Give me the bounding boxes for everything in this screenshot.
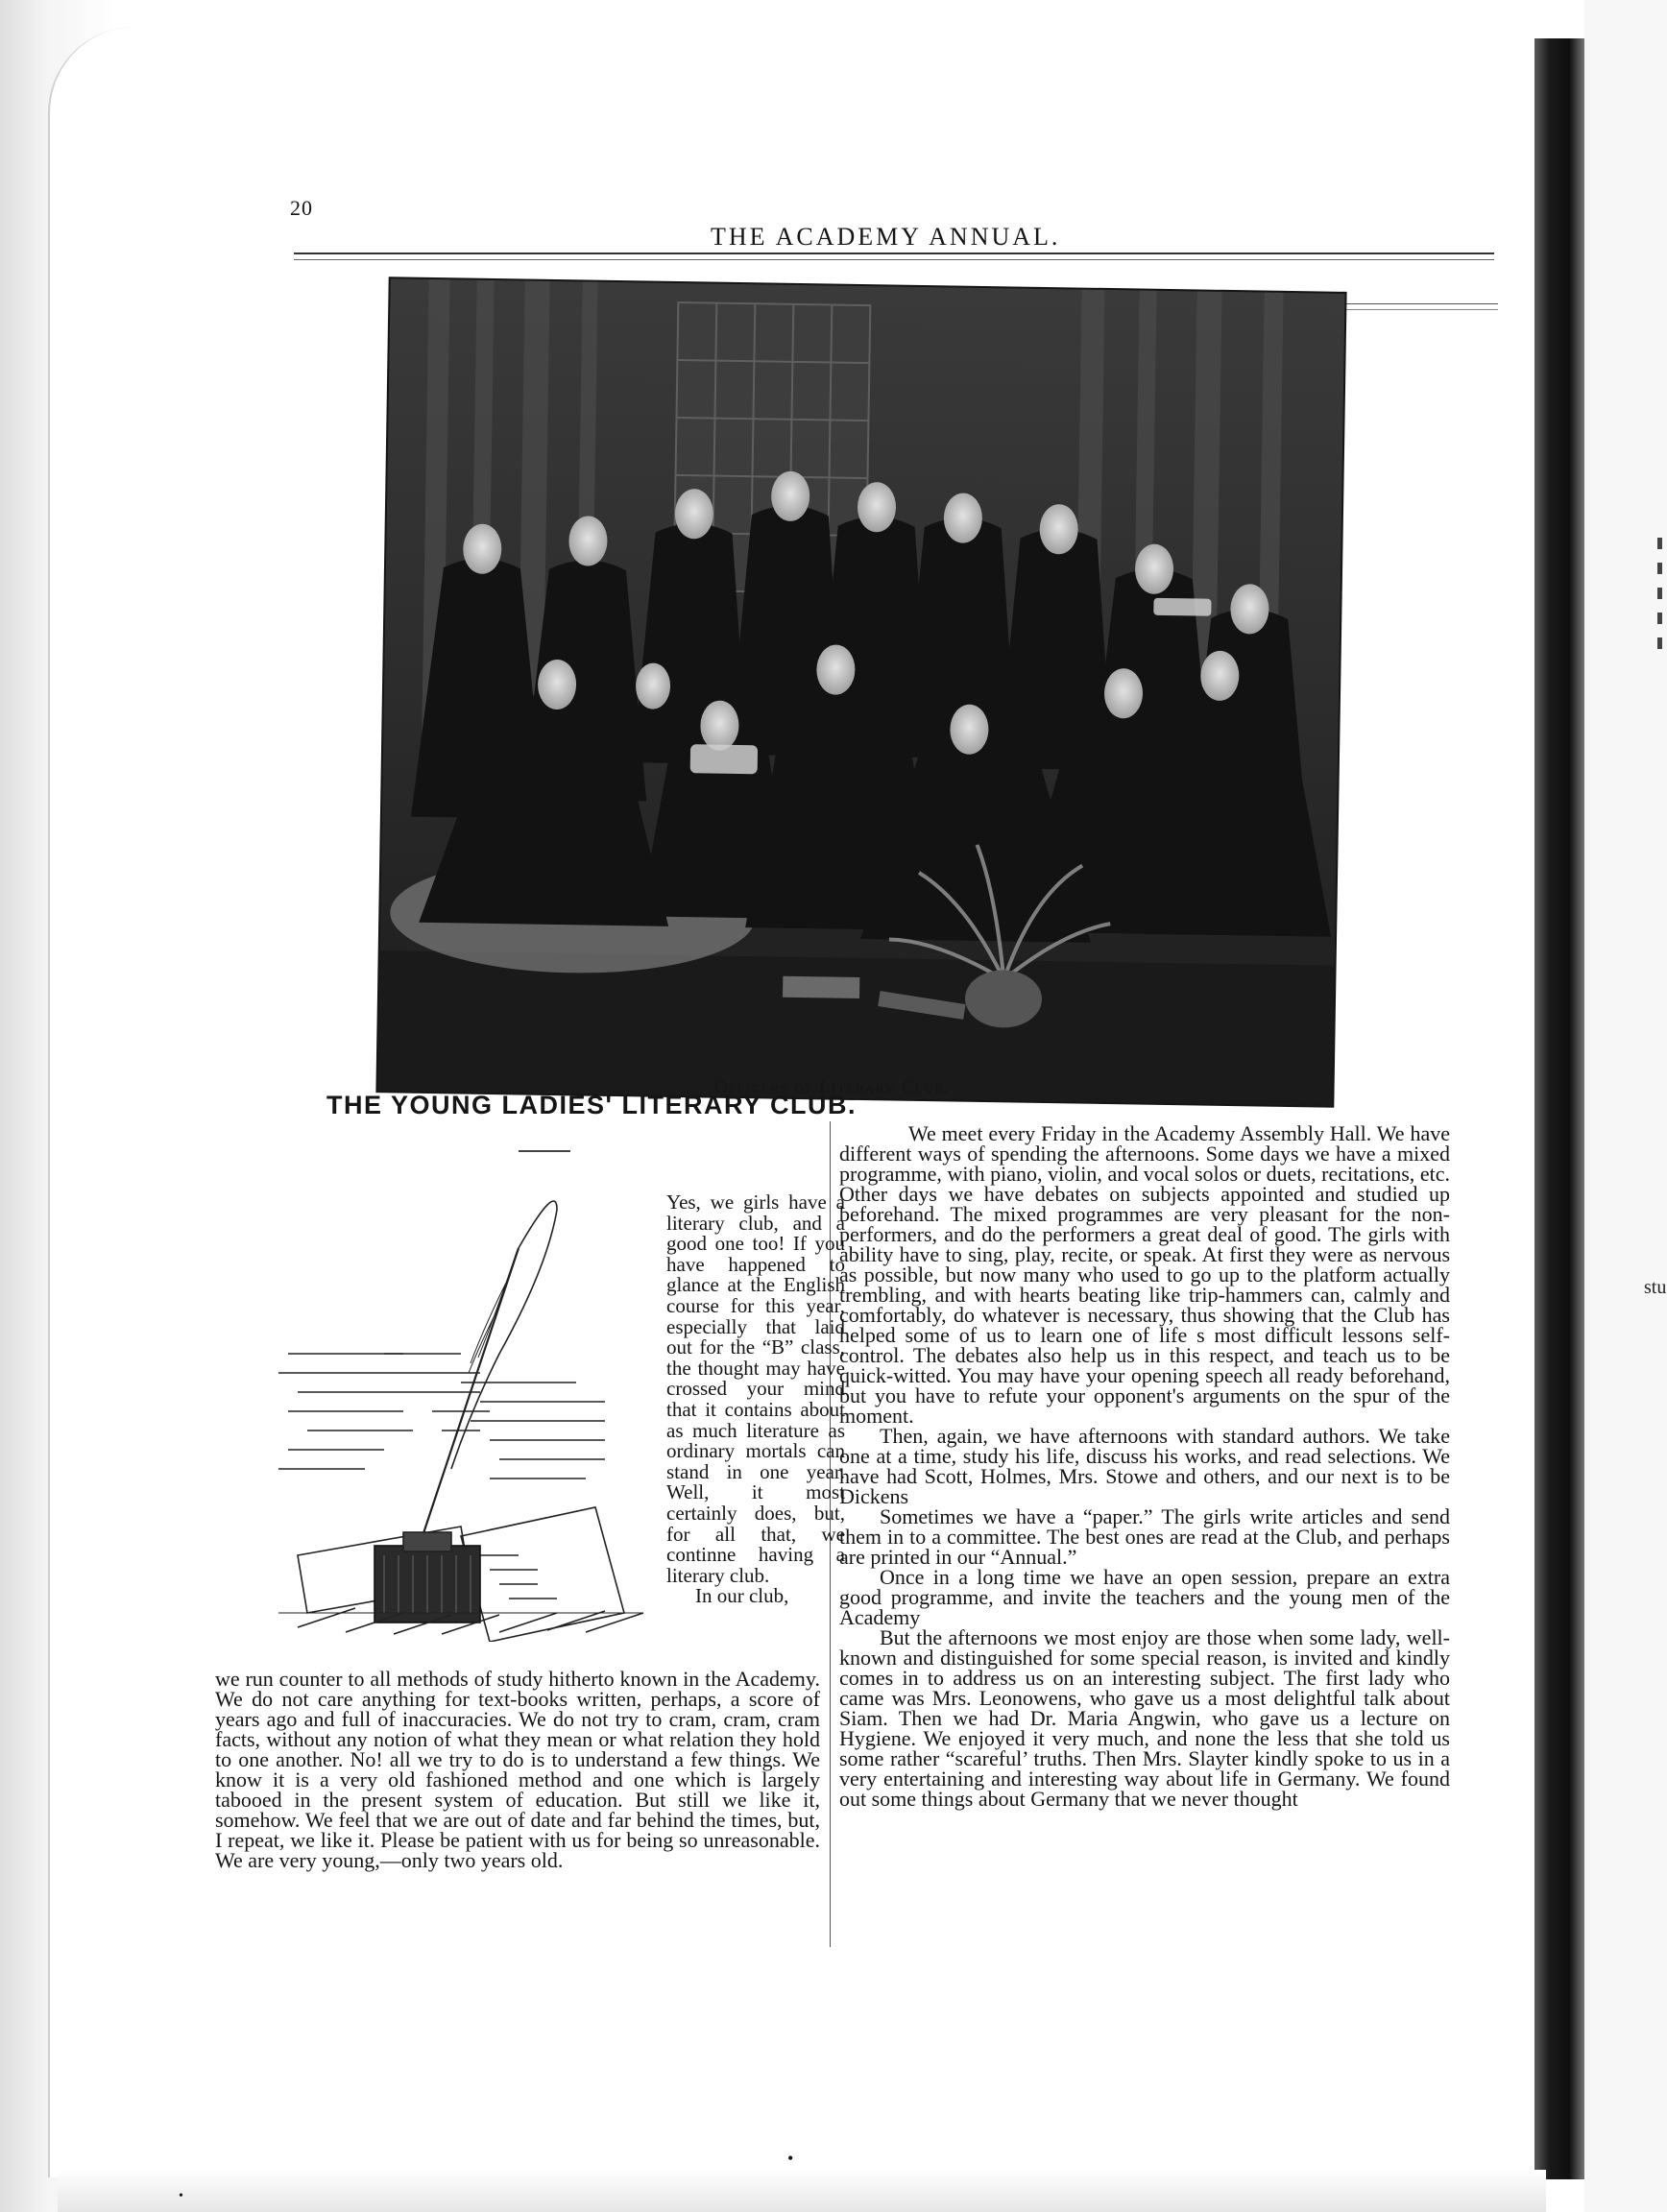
intro-continuation-paragraph: we run counter to all methods of study hitherto known in the Academy. We do not care anything for text-books written, perhaps, a score of years ago and full of inaccuracies. We do not try to cram, cram, cram facts, without any notion of what they mean or what relation they hold to one another. No! all we try to do is to understand a few things. We know it is a very old fashioned method and one which is largely tabooed in the present system of education. But still we like it, somehow. We feel that we are out of date and far behind the times, but, I repeat, we like it. Please be patient with us for being so unreasonable. We are very young,—only two years old.	[215, 1667, 820, 1872]
header-rule	[294, 252, 1494, 254]
facing-page-text: stu	[1644, 1277, 1667, 1298]
page-speck: •	[787, 2149, 794, 2168]
intro-wide-column	[215, 1669, 820, 1870]
article-title: THE YOUNG LADIES' LITERARY CLUB.	[326, 1091, 857, 1119]
facing-page-edge	[1584, 0, 1667, 2212]
group-portrait-photo	[377, 278, 1344, 1106]
header-rule	[294, 259, 1494, 260]
quill-and-inkwell-illustration	[269, 1190, 663, 1642]
paragraph-open-session: Once in a long time we have an open session, prepare an extra good programme, and invite the teachers and the young men of the Academy	[839, 1565, 1450, 1629]
intro-paragraph: Yes, we girls have a literary club, and a good one too! If you have happened to glance at the English course for this year, especially that laid out for the “B” class, the thought may have crossed your mind that it contains about as much literature as ordinary mortals can stand in one year. Well, it most certainly does, but, for all that, we continne having a literary club.	[666, 1190, 845, 1587]
facing-page-marks	[1657, 538, 1663, 662]
page-bottom-edge	[58, 2170, 1546, 2212]
intro-continuation-start: In our club,	[695, 1584, 789, 1608]
page-speck: •	[179, 2189, 183, 2203]
right-column	[839, 1123, 1450, 1809]
photo-caption: Officers of Literary Club.	[714, 1077, 951, 1097]
paragraph-guest-speakers: But the afternoons we most enjoy are those when some lady, well-known and distinguished for some special reason, is invited and kindly comes in to address us on an interesting subject. The first lady who came was Mrs. Leonowens, who gave us a most delightful talk about Siam. Then we had Dr. Maria Angwin, who gave us a lecture on Hygiene. We enjoyed it very much, and none the less that she told us some rather “scareful’ truths. Then Mrs. Slayter kindly spoke to us in a very entertaining and interesting way about life in Germany. We found out some things about Germany that we never thought	[839, 1625, 1450, 1811]
intro-narrow-column	[666, 1192, 845, 1607]
title-rule	[519, 1150, 570, 1152]
book-gutter	[1534, 38, 1584, 2179]
page-number: 20	[290, 196, 313, 220]
paragraph-papers: Sometimes we have a “paper.” The girls write articles and send them in to a committee. The best ones are read at the Club, and perhaps are printed in our “Annual.”	[839, 1504, 1450, 1569]
paragraph-authors: Then, again, we have afternoons with standard authors. We take one at a time, study his life, discuss his works, and read selections. We have had Scott, Holmes, Mrs. Stowe and others, and our next is to be Dickens	[839, 1424, 1450, 1508]
running-title: THE ACADEMY ANNUAL.	[711, 223, 1061, 251]
paragraph-meetings: We meet every Friday in the Academy Assembly Hall. We have different ways of spending the afternoons. Some days we have a mixed programme, with piano, violin, and vocal solos or duets, recitations, etc. Other days we have debates on subjects appointed and studied up beforehand. The mixed programmes are very pleasant for the non-performers, and do the performers a great deal of good. The girls with ability have to sing, play, recite, or speak. At first they were as nervous as possible, but now many who used to go up to the platform actually trembling, and with hearts beating like trip-hammers can, calmly and comfortably, do whatever is necessary, thus showing that the Club has helped some of us to learn one of life s most difficult lessons self-control. The debates also help us in this respect, and teach us to be quick-witted. You may have your opening speech all ready beforehand, but you have to refute your opponent's arguments on the spur of the moment.	[839, 1121, 1450, 1428]
